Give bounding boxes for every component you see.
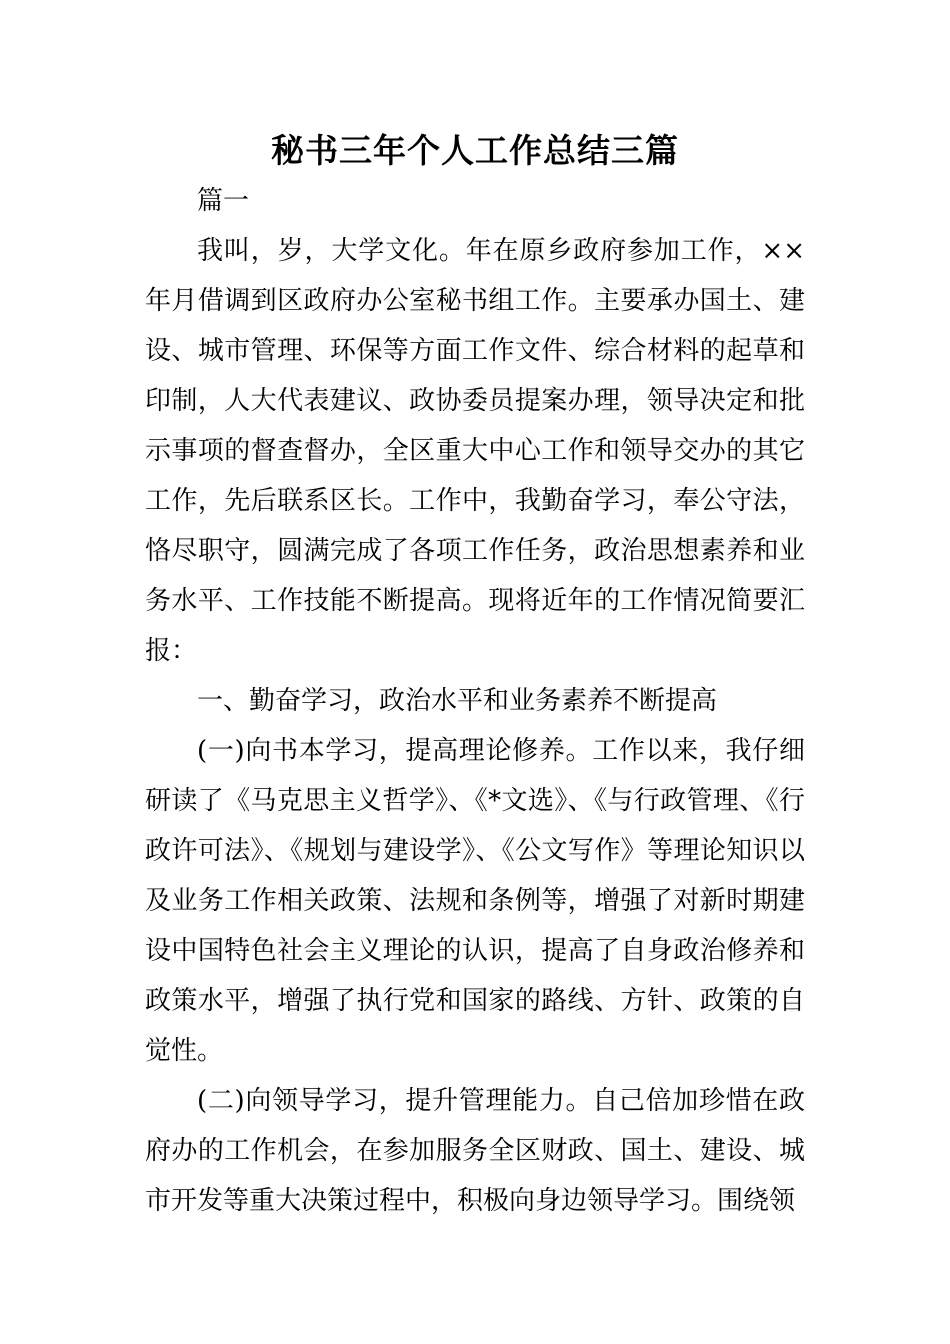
document-title: 秘书三年个人工作总结三篇 xyxy=(271,131,679,170)
body-paragraph: (一)向书本学习，提高理论修养。工作以来，我仔细研读了《马克思主义哲学》、《*文选》、《与行政管理、《行政许可法》、《规划与建设学》、《公文写作》等理论知识以及业务工作相关政策、法规和条例等，增强了对新时期建设中国特色社会主义理论的认识，提高了自身政治修养和政策水平，增强了执行党和国家的路线、方针、政策的自觉性。 xyxy=(145,736,805,1066)
section-label: 篇一 xyxy=(197,186,250,216)
intro-paragraph: 我叫，岁，大学文化。年在原乡政府参加工作，××年月借调到区政府办公室秘书组工作。主要承办国土、建设、城市管理、环保等方面工作文件、综合材料的起草和印制，人大代表建议、政协委员提案办理，领导决定和批示事项的督查督办，全区重大中心工作和领导交办的其它工作，先后联系区长。工作中，我勤奋学习，奉公守法，恪尽职守，圆满完成了各项工作任务，政治思想素养和业务水平、工作技能不断提高。现将近年的工作情况简要汇报： xyxy=(145,236,805,666)
document-body xyxy=(145,176,805,1226)
body-paragraph: (二)向领导学习，提升管理能力。自己倍加珍惜在政府办的工作机会，在参加服务全区财政、国土、建设、城市开发等重大决策过程中，积极向身边领导学习。围绕领 xyxy=(145,1086,805,1216)
section-heading: 一、勤奋学习，政治水平和业务素养不断提高 xyxy=(197,686,718,716)
